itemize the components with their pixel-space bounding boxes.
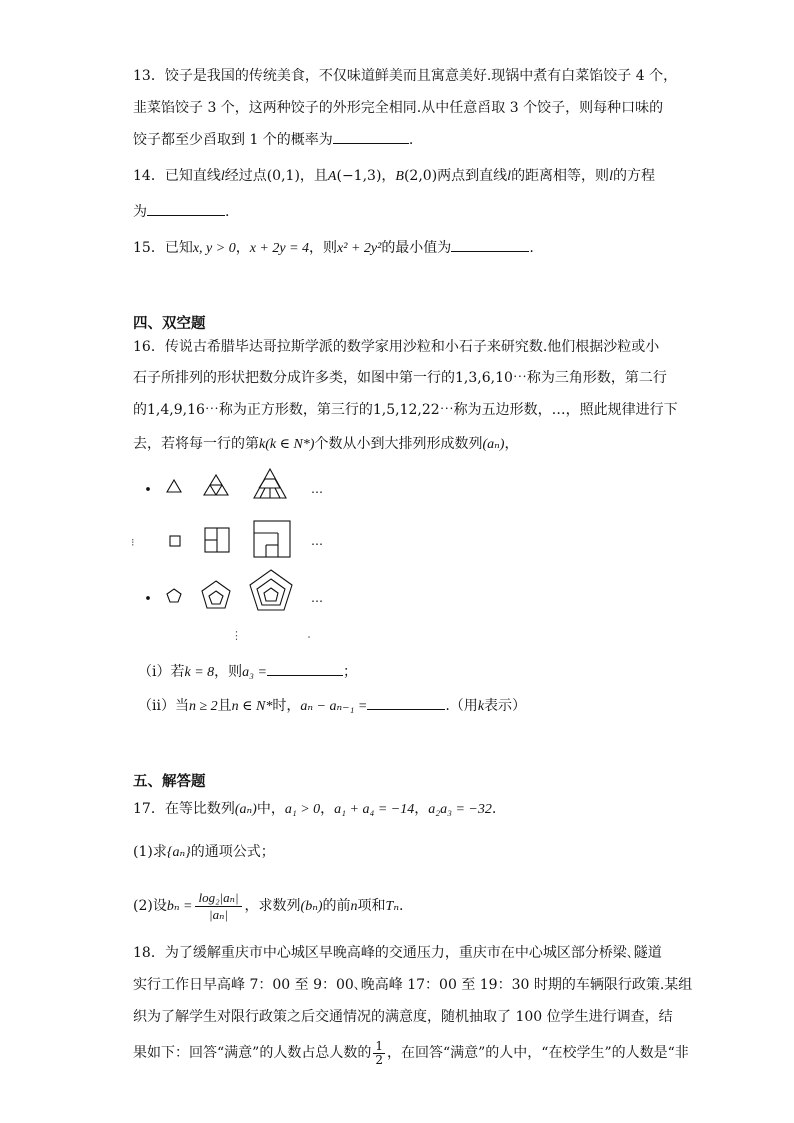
q16-ii-g: .（用 xyxy=(445,698,478,714)
q15-eq: x + 2y = 4 xyxy=(249,241,310,256)
q14-t7: ， xyxy=(381,168,396,184)
q17-cond3: a₂a₃ = −32 xyxy=(428,802,492,817)
q16-line-4 xyxy=(133,434,518,455)
q16-ii-i: 表示） xyxy=(484,698,527,714)
q14-line-2: 为 . xyxy=(133,204,230,220)
q16-k-domain: (k ∈ N*) xyxy=(265,437,315,452)
q13-text: 饺子都至少舀取到 1 个的概率为 xyxy=(133,132,333,148)
q17-s1c: 的通项公式； xyxy=(190,844,275,860)
q15-answer-blank[interactable] xyxy=(451,238,529,252)
q16-l3e: ⋯称为五边形数，…，照此规律进行下 xyxy=(439,402,678,418)
q16-i-a: （i）若 xyxy=(138,664,185,680)
q16-ii-cond2: n ∈ N* xyxy=(231,699,273,714)
row3-continuation-dots: … xyxy=(311,591,323,605)
q16-ii-a: （ii）当 xyxy=(138,698,189,714)
q16-l4d: 个数从小到大排列形成数列 xyxy=(314,436,483,452)
q14-t10: 两点到直线 xyxy=(437,168,508,184)
q14-var-l: l xyxy=(220,169,225,184)
q17-subq-2 xyxy=(133,888,403,925)
q14-point-a-label: A xyxy=(327,169,337,184)
q15-t5: ，则 xyxy=(309,240,338,256)
pentagon-22-shape xyxy=(250,570,292,610)
q16-i-answer-blank[interactable] xyxy=(267,662,343,676)
section-heading-solutions: 五、解答题 xyxy=(133,774,206,790)
q16-l3c: ⋯称为正方形数，第三行的 xyxy=(204,402,373,418)
q16-l3a: 的 xyxy=(133,402,147,418)
figurate-numbers-figure xyxy=(125,465,345,645)
q14-t13: 为 xyxy=(133,204,147,220)
vertical-continuation-dots: ⋮ xyxy=(231,629,242,642)
q16-i-e: ； xyxy=(342,664,357,680)
q16-ii-var-k: k xyxy=(477,699,485,714)
q16-ii-e: 时， xyxy=(272,698,301,714)
q16-l4f: ， xyxy=(504,436,519,452)
square-4-shape xyxy=(170,536,180,546)
q18-fraction-numerator: 1 xyxy=(375,1038,383,1053)
q17-s2i: . xyxy=(399,898,404,914)
q16-ii-cond1: n ≥ 2 xyxy=(188,699,218,714)
q18-fraction-half xyxy=(373,1040,385,1067)
q14-line-1 xyxy=(133,166,655,187)
q16-ii-answer-blank[interactable] xyxy=(367,696,445,710)
q16-ii-target: aₙ − aₙ₋₁ = xyxy=(300,699,368,714)
q17-s2g: 项和 xyxy=(357,898,386,914)
q14-answer-blank[interactable] xyxy=(147,202,225,216)
q14-point-b-label: B xyxy=(395,169,404,184)
q13-line-3: 饺子都至少舀取到 1 个的概率为 . xyxy=(133,132,414,148)
q15-expr: x² + 2y² xyxy=(337,241,382,256)
q16-ii-c: 且 xyxy=(217,698,232,714)
q14-point: (0,1) xyxy=(266,168,300,184)
q16-i-c: ，则 xyxy=(214,664,243,680)
square-9-shape xyxy=(205,528,229,552)
triangle-6-shape xyxy=(204,475,228,495)
q17-seq: (aₙ) xyxy=(234,802,257,817)
q16-l2a: 石子所排列的形状把数分成许多类，如图中第一行的 xyxy=(133,370,455,386)
q17-t7: ， xyxy=(414,801,429,817)
row2-continuation-dots: … xyxy=(311,534,323,548)
q17-t1: 17．在等比数列 xyxy=(133,801,235,817)
q14-var-l-3: l xyxy=(609,169,613,184)
triangle-1-dot xyxy=(147,488,150,491)
q17-s2-bn: bₙ = xyxy=(166,899,193,914)
q17-fraction-numerator: log₂|aₙ| xyxy=(195,890,241,907)
q17-fraction-denominator: |aₙ| xyxy=(209,906,228,922)
q18-l4a: 果如下：回答“满意”的人数占总人数的 xyxy=(133,1045,372,1061)
q14-t12: 的方程 xyxy=(612,168,655,184)
q17-line xyxy=(133,799,496,820)
q17-s1a: (1)求 xyxy=(133,844,167,860)
q16-l4a: 去，若将每一行的第 xyxy=(133,436,259,452)
q18-line-2: 实行工作日早高峰 7：00 至 9：00､晚高峰 17：00 至 19：30 时期的车辆限行政策.某组 xyxy=(133,977,693,993)
q17-s2c: ，求数列 xyxy=(244,898,301,914)
q15-cond: x, y > 0 xyxy=(192,241,236,256)
square-16-shape xyxy=(254,521,290,557)
q16-pentagonal-seq: 1,5,12,22 xyxy=(372,402,440,418)
q16-l2c: ⋯称为三角形数，第二行 xyxy=(512,370,667,386)
q14-point-b: (2,0) xyxy=(403,168,438,184)
q14-point-a: (−1,3) xyxy=(336,168,382,184)
q17-t9: . xyxy=(491,801,497,817)
q15-t1: 15．已知 xyxy=(133,240,193,256)
row1-continuation-dots: … xyxy=(311,482,323,496)
q16-seq-an: (aₙ) xyxy=(482,437,505,452)
q14-t4: ，且 xyxy=(299,168,328,184)
q18-line-3: 织为了解学生对限行政策之后交通情况的满意度，随机抽取了 100 位学生进行调查，结 xyxy=(133,1009,673,1025)
q15-line: 15．已知x, y > 0，x + 2y = 4，则x² + 2y²的最小值为 . xyxy=(133,240,534,256)
q17-fraction xyxy=(195,890,241,923)
pentagon-1-dot xyxy=(147,597,150,600)
section-heading-double-blank: 四、双空题 xyxy=(133,316,206,332)
q16-line-2 xyxy=(133,368,667,388)
q17-s1-seq: {aₙ} xyxy=(166,845,191,860)
q16-var-k: k xyxy=(259,437,266,452)
q16-i-cond: k = 8 xyxy=(184,665,215,680)
q17-cond1: a₁ > 0 xyxy=(284,802,321,817)
pentagon-12-shape xyxy=(202,581,230,608)
q17-subq-1 xyxy=(133,842,275,863)
q15-t7: 的最小值为 xyxy=(381,240,452,256)
q17-s2-seq: (bₙ) xyxy=(300,899,323,914)
q16-triangular-seq: 1,3,6,10 xyxy=(455,370,513,386)
q17-t3: 中， xyxy=(256,801,285,817)
pentagon-5-shape xyxy=(167,589,181,602)
q14-t1: 14．已知直线 xyxy=(133,168,221,184)
q16-line-1: 16．传说古希腊毕达哥拉斯学派的数学家用沙粒和小石子来研究数.他们根据沙粒或小 xyxy=(133,339,660,355)
q13-line-1: 13．饺子是我国的传统美食，不仅味道鲜美而且寓意美好.现锅中煮有白菜馅饺子 4 个， xyxy=(133,68,678,84)
q17-s2a: (2)设 xyxy=(133,898,167,914)
triangle-10-shape xyxy=(254,469,286,498)
q16-part-i xyxy=(138,662,357,683)
q15-t3: ， xyxy=(235,240,250,256)
triangle-3-shape xyxy=(167,480,181,492)
q17-s2-n: n xyxy=(350,899,358,914)
q17-s2e: 的前 xyxy=(322,898,351,914)
q18-l4b: ，在回答“满意”的人中，“在校学生”的人数是“非 xyxy=(386,1045,689,1061)
q14-var-l-2: l xyxy=(507,169,512,184)
q16-i-target: a₃ = xyxy=(242,665,267,680)
q17-cond2: a₁ + a₄ = −14 xyxy=(334,802,415,817)
q18-fraction-denominator: 2 xyxy=(375,1052,383,1067)
q13-answer-blank[interactable] xyxy=(333,130,409,144)
q16-line-3 xyxy=(133,400,678,420)
figure-corner-dot xyxy=(308,636,310,638)
q14-t11: 的距离相等，则 xyxy=(511,168,610,184)
q17-t5: ， xyxy=(320,801,335,817)
q16-part-ii xyxy=(138,696,526,717)
q18-line-1: 18．为了缓解重庆市中心城区早晚高峰的交通压力，重庆市在中心城区部分桥梁､隧道 xyxy=(133,945,662,961)
q16-square-seq: 1,4,9,16 xyxy=(147,402,205,418)
q18-line-4 xyxy=(133,1038,689,1068)
q17-s2-tn: Tₙ xyxy=(385,899,399,914)
q14-t2: 经过点 xyxy=(224,168,267,184)
q13-line-2: 韭菜馅饺子 3 个，这两种饺子的外形完全相同.从中任意舀取 3 个饺子，则每种口味的 xyxy=(133,100,664,116)
square-1-dot: ⁝ xyxy=(131,536,135,549)
